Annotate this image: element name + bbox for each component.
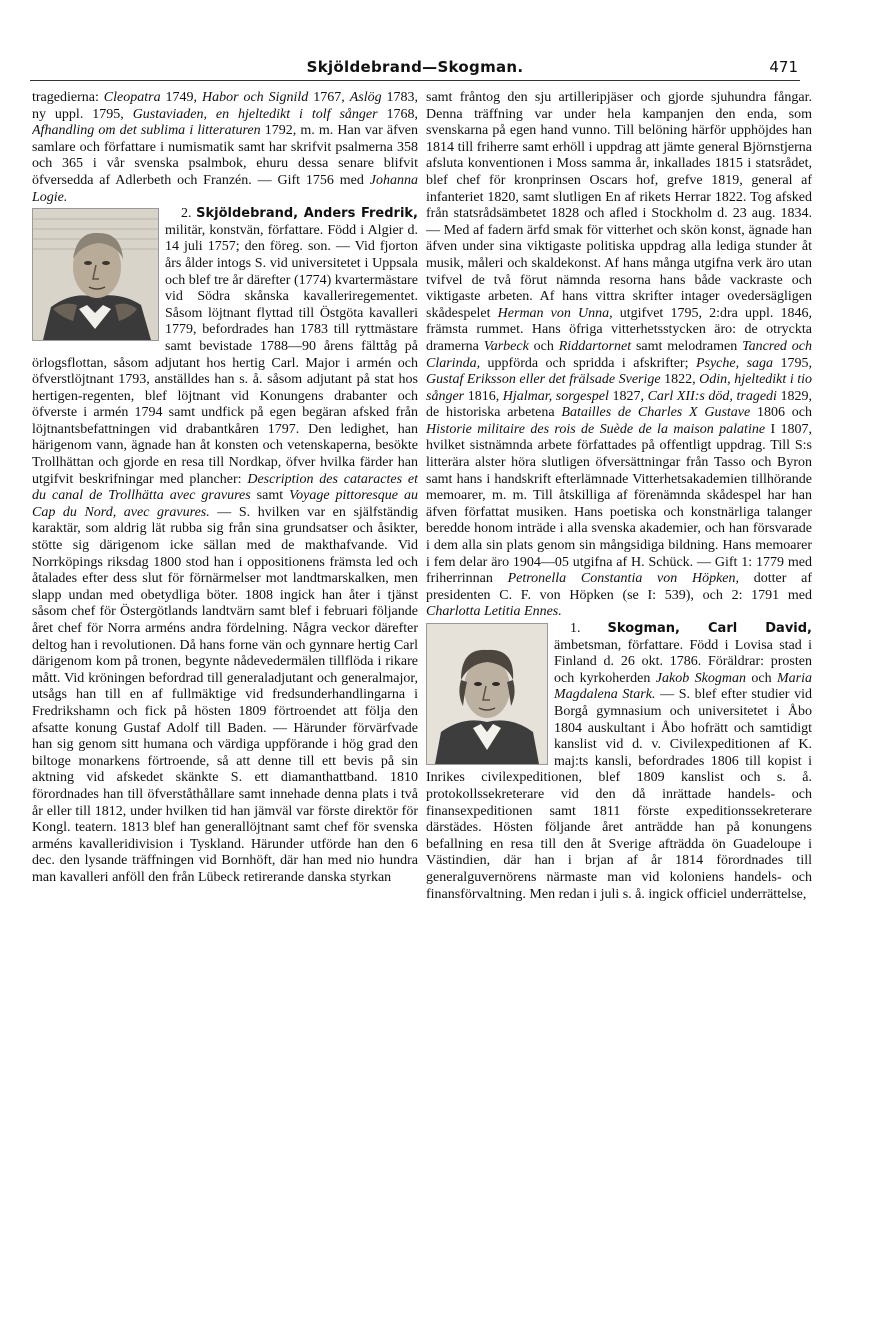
- paragraph-tragedies: tragedierna: Cleopatra 1749, Habor och Signild 1767, Aslög 1783, ny uppl. 1795, Gustaviaden, en hjeltedikt i tolf sånger 1768, Afhandling om det sublima i litteraturen 1792, m. m. Han var äfven samlare och författare i numismatik samt har skrifvit psalmerna 358 och 365 i vår svenska psalmbok, ehuru dessa senare blifvit öfversedda af Adlerbeth och Franzén. — Gift 1756 med Johanna Logie.: [32, 90, 418, 205]
- entry-name: Skjöldebrand, Anders Fredrik,: [196, 206, 418, 222]
- portrait-image: [32, 208, 159, 341]
- page-number: 471: [769, 58, 798, 76]
- portrait-image: [426, 623, 548, 765]
- running-header: [30, 56, 800, 81]
- entry-name: Skogman, Carl David,: [607, 621, 812, 636]
- entry-skjoldebrand-anders-fredrik: 2. Skjöldebrand, Anders Fredrik, militär, konstvän, författare. Född i Algier d. 14 juli 1757; den föreg. son. — Vid fjorton års ålder intogs S. vid universitetet i Uppsala och blef tre år därefter (1774) kvartermästare vid Södra skånska kavalleriregementet. Såsom löjtnant flyttad till Östgöta kavalleri 1779, befordrades han 1783 till ryttmästare samt bevistade 1788—90 årens fälttåg på örlogsflottan, såsom adjutant hos hertig Carl. Major i armén och öfverstlöjtnant 1793, anställdes han s. å. såsom adjutant på stat hos hertigen-regenten, blef löjtnant vid Konungens drabanter och öfverste i armén 1794 samt undfick på egen begäran afsked från löjtnantsbefattningen vid drabantkåren 1797. Den ledighet, han härigenom vann, ägnade han åt konsten och vetenskaperna, besökte Trollhättan och gjorde en resa till Nordkap, öfver hvilka färder han utgifvit beskrifningar med plancher: Description des cataractes et du canal de Trollhätta avec gravures samt Voyage pittoresque au Cap du Nord, avec gravures. — S. hvilken var en själfständig karaktär, som aldrig lät rubba sig från sina grundsatser och åsikter, stötte sig därigenom icke sällan med de makthafvande. Vid Norrköpings riksdag 1800 stod han i oppositionens främsta led och åtalades efter dess slut för förnärmelser mot landtmarskalken, men slapp undan med obetydliga böter. 1808 ingick han åter i tjänst såsom chef för Östergötlands landtvärn samt blef i februari följande året chef för Norra arméns andra fördelning. Några veckor därefter deltog han i revolutionen. Då hans forne vän och gynnare hertig Carl därigenom kom på tronen, begynte nådevedermälen tillflöda i rikare mått. Vid kröningen befordrad till generaladjutant och generalmajor, utsågs han till en af fullmäktige vid fredsunderhandlingarna i Fredrikshamn och fick på hösten 1809 förtroendet att följa den afsatte konung Gustaf Adolf till Baden. — Härunder förvärfvade han sig genom sitt humana och värdiga uppförande i hög grad den biltoge monarkens förtroende, så att denne till ett bevis på sin aktning vid afskedet skänkte S. ett diamanthattband. 1810 förordnades han till öfverståthållare samt innehade denna plats i två år eller till 1812, under hvilken tid han jämväl var förste direktör för Kongl. teatern. 1813 blef han generallöjtnant samt chef för svenska arméns kavalleridivision i Tyskland. Härunder utförde han den 6 dec. den lysande träffningen vid Bornhöft, där han med nio hundra man kavalleri anföll den från Lübeck retirerande danska styrkan: [32, 206, 418, 885]
- right-column: [426, 90, 812, 1315]
- left-column: [32, 90, 418, 1315]
- header-title: Skjöldebrand—Skogman.: [306, 58, 524, 76]
- paragraph-continuation: samt fråntog den sju artilleripjäser och gjorde sjuhundra fångar. Denna träffning var under hela kampanjen den enda, som svenskarna på egen hand vunno. Till belöning härför upphöjdes han 1814 till friherre samt erhöll i uppdrag att jämte general Björnstjerna afsluta konventionen i Moss samma år, inkallades 1815 i statsrådet, blef chef för kronprinsen Oscars hof, grefve 1819, general af infanteriet 1820, samt slutligen En af rikets Herrar 1822. Tog afsked från statsrådsämbetet 1828 och afled i Stockholm d. 23 aug. 1834. — Med af fadern ärfd smak för vitterhet och skön konst, ägnade han äfven under sina viktigaste politiska uppdrag alla lediga stunder åt musik, måleri och skaldekonst. Af hans många utgifna verk äro utan tvifvel de två förut nämnda resorna hans både vackraste och viktigaste arbeten. Af hans vittra skrifter intager ovedersägligen skådespelet Herman von Unna, utgifvet 1795, 2:dra uppl. 1846, främsta rummet. Hans öfriga vitterhetsstycken äro: de otryckta dramerna Varbeck och Riddartornet samt melodramen Tancred och Clarinda, uppförda och spridda i afskrifter; Psyche, saga 1795, Gustaf Eriksson eller det frälsade Sverige 1822, Odin, hjeltedikt i tio sånger 1816, Hjalmar, sorgespel 1827, Carl XII:s död, tragedi 1829, de historiska arbetena Batailles de Charles X Gustave 1806 och Historie militaire des rois de Suède de la maison palatine I 1807, hvilket sistnämnda arbete författades på offentligt uppdrag. Till S:s litterära alster höra slutligen öfversättningar från Tasso och Byron samt hans i handskrift efterlämnade Vitterhetsakademien tillhörande memoarer, m. m. Till åtskilliga af förenämnda skådespel har han äfven författat musiken. Hans poetiska och konstnärliga talanger beredde honom inträde i alla svenska akademier, och han försvarade i dem alla sin plats genom sin mångsidiga bildning. Hans memoarer i fem delar äro 1904—05 utgifna af H. Schück. — Gift 1: 1779 med friherrinnan Petronella Constantia von Höpken, dotter af presidenten C. F. von Höpken (se I: 539), och 2: 1791 med Charlotta Letitia Ennes.: [426, 90, 812, 620]
- entry-skogman-carl-david: 1. Skogman, Carl David, ämbetsman, författare. Född i Lovisa stad i Finland d. 26 okt. 1786. Föräldrar: prosten och kyrkoherden Jakob Skogman och Maria Magdalena Stark. — S. blef efter studier vid Borgå gymnasium och universitetet i Åbo 1804 auskultant i Åbo hofrätt och samtidigt kanslist vid d. v. Civilexpeditionen af K. maj:ts kansli, befordrades 1806 till kopist i Inrikes civilexpeditionen, blef 1809 kanslist och s. å. protokollssekreterare vid den då inrättade handels- och finansexpeditionen samt 1811 förste expeditionssekreterare därstädes. Hösten följande året anträdde han på konungens befallning en resa till den åt Sverige afträdda ön Guadeloupe i Västindien, där han i brjan af år 1814 förordnades till generalguvernörens närmaste man vid koloniens handels- och finansförvaltning. Men redan i juli s. å. ingick officiel underrättelse,: [426, 621, 812, 902]
